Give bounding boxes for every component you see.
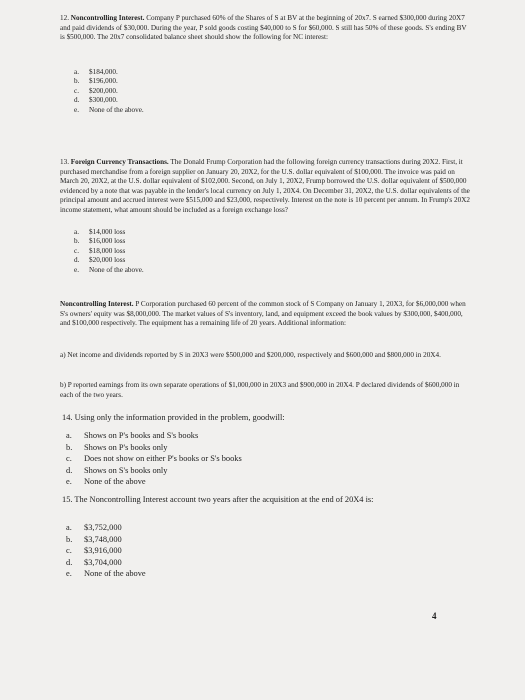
q12-body: Company P purchased 60% of the Shares of S at BV at the beginning of 20x7. S earned $300,000 during 20X7 and paid dividends of $30,000. During the year, P sold goods costing $40,000 to S for $60,000. S still has 50% of these goods. S's ending BV is $500,000. The 20x7 consolidated balance sheet should show the following for NC interest: bbox=[60, 14, 467, 42]
q13-choice-c: c. $18,000 loss bbox=[74, 246, 126, 255]
q12-choice-e: e. None of the above. bbox=[74, 105, 144, 114]
q13-choice-d: d. $20,000 loss bbox=[74, 256, 126, 265]
q14-choice-c: c. Does not show on either P's books or S's books bbox=[66, 454, 242, 464]
q14-stem: 14. Using only the information provided in the problem, goodwill: bbox=[62, 413, 285, 422]
problem-item-b: b) P reported earnings from its own separate operations of $1,000,000 in 20X3 and $900,000 in 20X4. P declared dividends of $600,000 in each of the two years. bbox=[60, 381, 460, 399]
q15-choices bbox=[66, 522, 146, 580]
q13-choice-b: b. $16,000 loss bbox=[74, 237, 126, 246]
q13-title: Foreign Currency Transactions. bbox=[70, 158, 169, 166]
q14-choice-a: a. Shows on P's books and S's books bbox=[66, 431, 199, 440]
q13-body: The Donald Frump Corporation had the following foreign currency transactions during 20X2. First, it purchased merchandise from a foreign supplier on January 20, 20X2, for the U.S. dollar equivalent of $100,000. The invoice was paid on March 20, 20X2, at the U.S. dollar equivalent of $102,000. Second, on July 1, 20X2, Frump borrowed the U.S. dollar equivalent of $500,000 evidenced by a note that was payable in the lender's local currency on July 1, 20X4. On December 31, 20X2, the U.S. dollar equivalents of the principal amount and accrued interest were $515,000 and $23,000, respectively. Interest on the note is 10 percent per annum. In Frump's 20X2 income statement, what amount should be included as a foreign exchange loss? bbox=[60, 158, 470, 214]
q12-choice-b: b. $196,000. bbox=[74, 77, 118, 86]
problem-item-a: a) Net income and dividends reported by S in 20X3 were $500,000 and $200,000, respectively and $600,000 and $800,000 in 20X4. bbox=[60, 351, 441, 359]
q13-choices bbox=[74, 228, 144, 275]
q13-choice-e: e. None of the above. bbox=[74, 265, 144, 274]
problem-paragraph bbox=[60, 300, 470, 329]
q14-choice-d: d. Shows on S's books only bbox=[66, 465, 168, 475]
q12-number: 12. bbox=[60, 14, 69, 22]
q13-paragraph bbox=[60, 158, 470, 216]
q12-choices bbox=[74, 68, 144, 115]
q14-choice-e: e. None of the above bbox=[66, 477, 146, 487]
q15-stem: 15. The Noncontrolling Interest account two years after the acquisition at the end of 20X4 is: bbox=[62, 495, 374, 504]
q14-choice-b: b. Shows on P's books only bbox=[66, 442, 168, 452]
q15-choice-e: e. None of the above bbox=[66, 569, 146, 579]
page-number: 4 bbox=[432, 611, 437, 621]
q14-choices bbox=[66, 430, 242, 488]
q12-title: Noncontrolling Interest. bbox=[70, 14, 145, 22]
q15-choice-b: b. $3,748,000 bbox=[66, 534, 122, 544]
q12-choice-a: a. $184,000. bbox=[74, 68, 118, 76]
problem-title: Noncontrolling Interest. bbox=[60, 300, 134, 308]
q12-choice-d: d. $300,000. bbox=[74, 96, 118, 105]
q15-choice-c: c. $3,916,000 bbox=[66, 546, 122, 556]
q12-choice-c: c. $200,000. bbox=[74, 86, 118, 95]
q12-paragraph bbox=[60, 14, 470, 43]
q13-choice-a: a. $14,000 loss bbox=[74, 228, 126, 236]
problem-body: P Corporation purchased 60 percent of the common stock of S Company on January 1, 20X3, for $6,000,000 when S's owners' equity was $8,000,000. The market values of S's inventory, land, and equipment exceed the book values by $300,000, $400,000, and $100,000 respectively. The equipment has a remaining life of 20 years. Additional information: bbox=[60, 300, 466, 328]
q15-choice-d: d. $3,704,000 bbox=[66, 557, 122, 567]
q15-choice-a: a. $3,752,000 bbox=[66, 523, 122, 532]
q13-number: 13. bbox=[60, 158, 69, 166]
